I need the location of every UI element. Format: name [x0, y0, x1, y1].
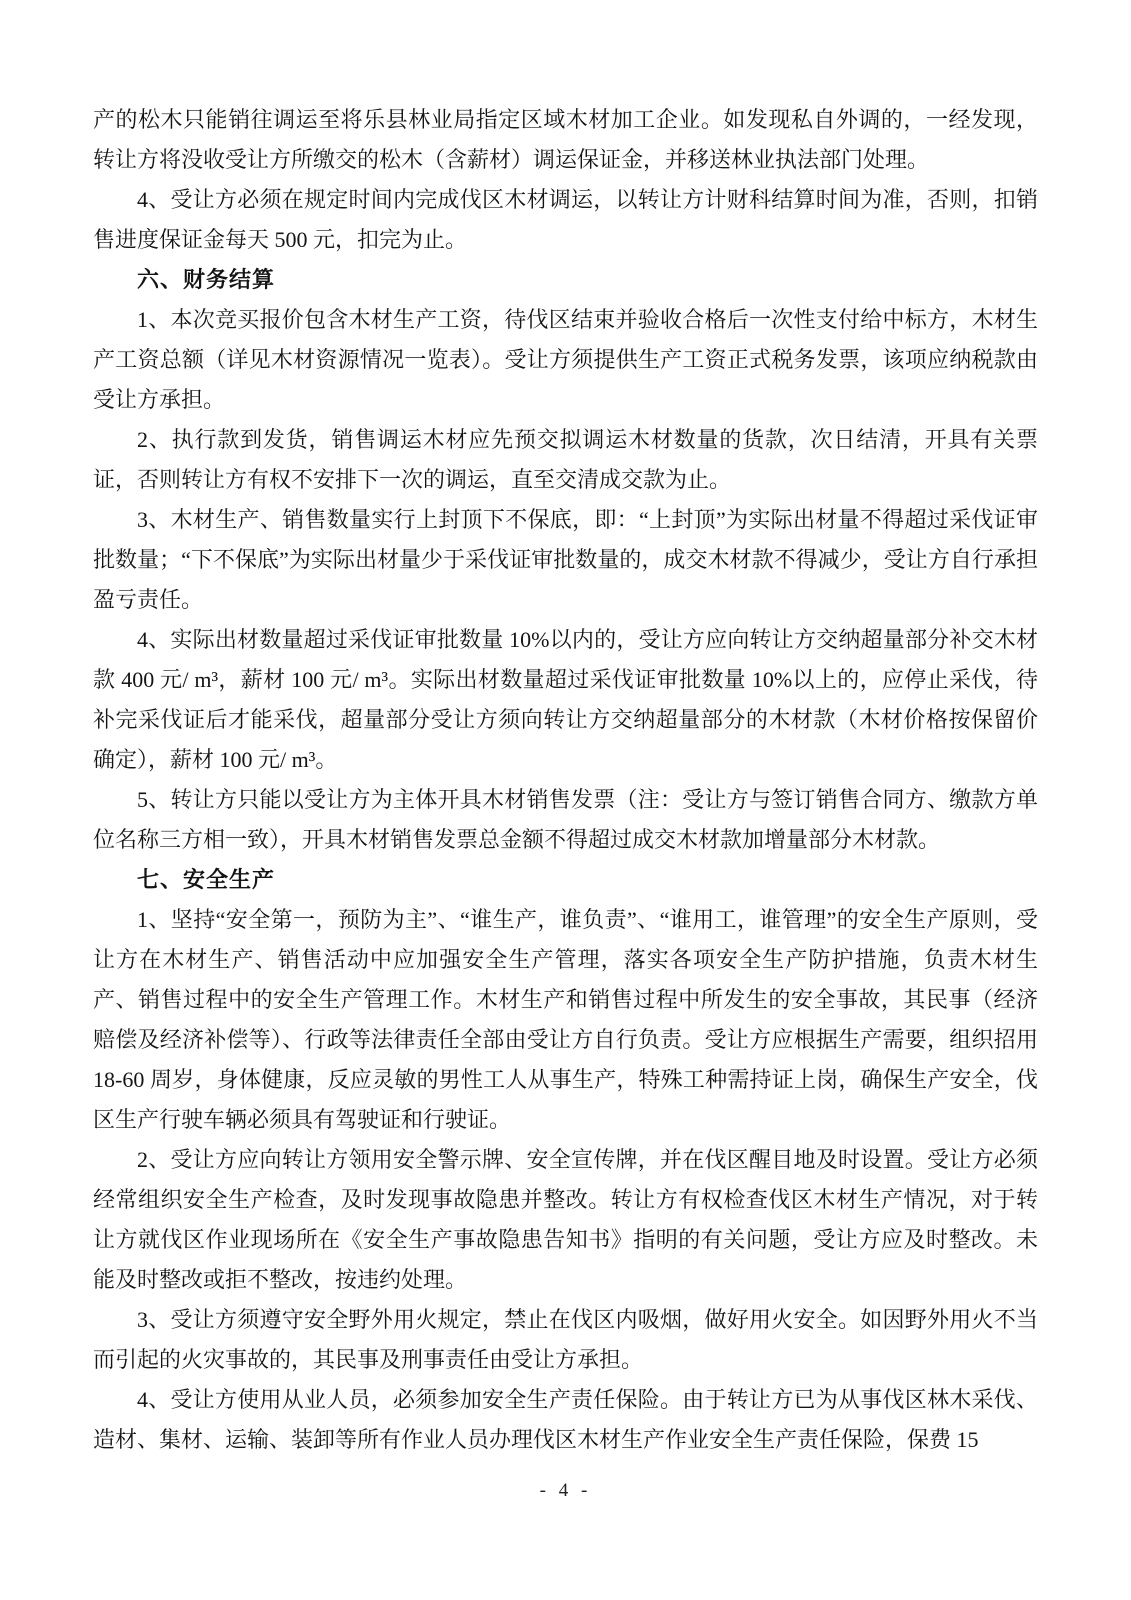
paragraph: 3、受让方须遵守安全野外用火规定，禁止在伐区内吸烟，做好用火安全。如因野外用火不当而引起的火灾事故的，其民事及刑事责任由受让方承担。 — [93, 1307, 1038, 1372]
page-number: - 4 - — [539, 1480, 592, 1501]
paragraph: 4、受让方使用从业人员，必须参加安全生产责任保险。由于转让方已为从事伐区林木采伐、造材、集材、运输、装卸等所有作业人员办理伐区木材生产作业安全生产责任保险，保费 15 — [93, 1387, 1038, 1452]
paragraph: 2、受让方应向转让方领用安全警示牌、安全宣传牌，并在伐区醒目地及时设置。受让方必须经常组织安全生产检查，及时发现事故隐患并整改。转让方有权检查伐区木材生产情况，对于转让方就伐区作业现场所在《安全生产事故隐患告知书》指明的有关问题，受让方应及时整改。未能及时整改或拒不整改，按违约处理。 — [93, 1147, 1038, 1292]
document-body — [93, 100, 1038, 1460]
paragraph: 5、转让方只能以受让方为主体开具木材销售发票（注：受让方与签订销售合同方、缴款方单位名称三方相一致），开具木材销售发票总金额不得超过成交木材款加增量部分木材款。 — [93, 787, 1038, 852]
paragraph: 1、本次竞买报价包含木材生产工资，待伐区结束并验收合格后一次性支付给中标方，木材生产工资总额（详见木材资源情况一览表）。受让方须提供生产工资正式税务发票，该项应纳税款由受让方承担。 — [93, 307, 1038, 412]
section-heading: 六、财务结算 — [137, 267, 276, 292]
paragraph: 2、执行款到发货，销售调运木材应先预交拟调运木材数量的货款，次日结清，开具有关票证，否则转让方有权不安排下一次的调运，直至交清成交款为止。 — [93, 427, 1038, 492]
section-heading: 七、安全生产 — [137, 867, 276, 892]
paragraph: 1、坚持“安全第一，预防为主”、“谁生产，谁负责”、“谁用工，谁管理”的安全生产原则，受让方在木材生产、销售活动中应加强安全生产管理，落实各项安全生产防护措施，负责木材生产、销售过程中的安全生产管理工作。木材生产和销售过程中所发生的安全事故，其民事（经济赔偿及经济补偿等）、行政等法律责任全部由受让方自行负责。受让方应根据生产需要，组织招用 18-60 周岁，身体健康，反应灵敏的男性工人从事生产，特殊工种需持证上岗，确保生产安全，伐区生产行驶车辆必须具有驾驶证和行驶证。 — [93, 907, 1038, 1132]
paragraph: 4、实际出材数量超过采伐证审批数量 10%以内的，受让方应向转让方交纳超量部分补交木材款 400 元/ m³，薪材 100 元/ m³。实际出材数量超过采伐证审批数量 10%以上的，应停止采伐，待补完采伐证后才能采伐，超量部分受让方须向转让方交纳超量部分的木材款（木材价格按保留价确定），薪材 100 元/ m³。 — [93, 627, 1038, 772]
paragraph: 产的松木只能销往调运至将乐县林业局指定区域木材加工企业。如发现私自外调的，一经发现，转让方将没收受让方所缴交的松木（含薪材）调运保证金，并移送林业执法部门处理。 — [93, 107, 1038, 172]
paragraph: 4、受让方必须在规定时间内完成伐区木材调运，以转让方计财科结算时间为准，否则，扣销售进度保证金每天 500 元，扣完为止。 — [93, 187, 1038, 252]
paragraph: 3、木材生产、销售数量实行上封顶下不保底，即：“上封顶”为实际出材量不得超过采伐证审批数量；“下不保底”为实际出材量少于采伐证审批数量的，成交木材款不得减少，受让方自行承担盈亏责任。 — [93, 507, 1038, 612]
